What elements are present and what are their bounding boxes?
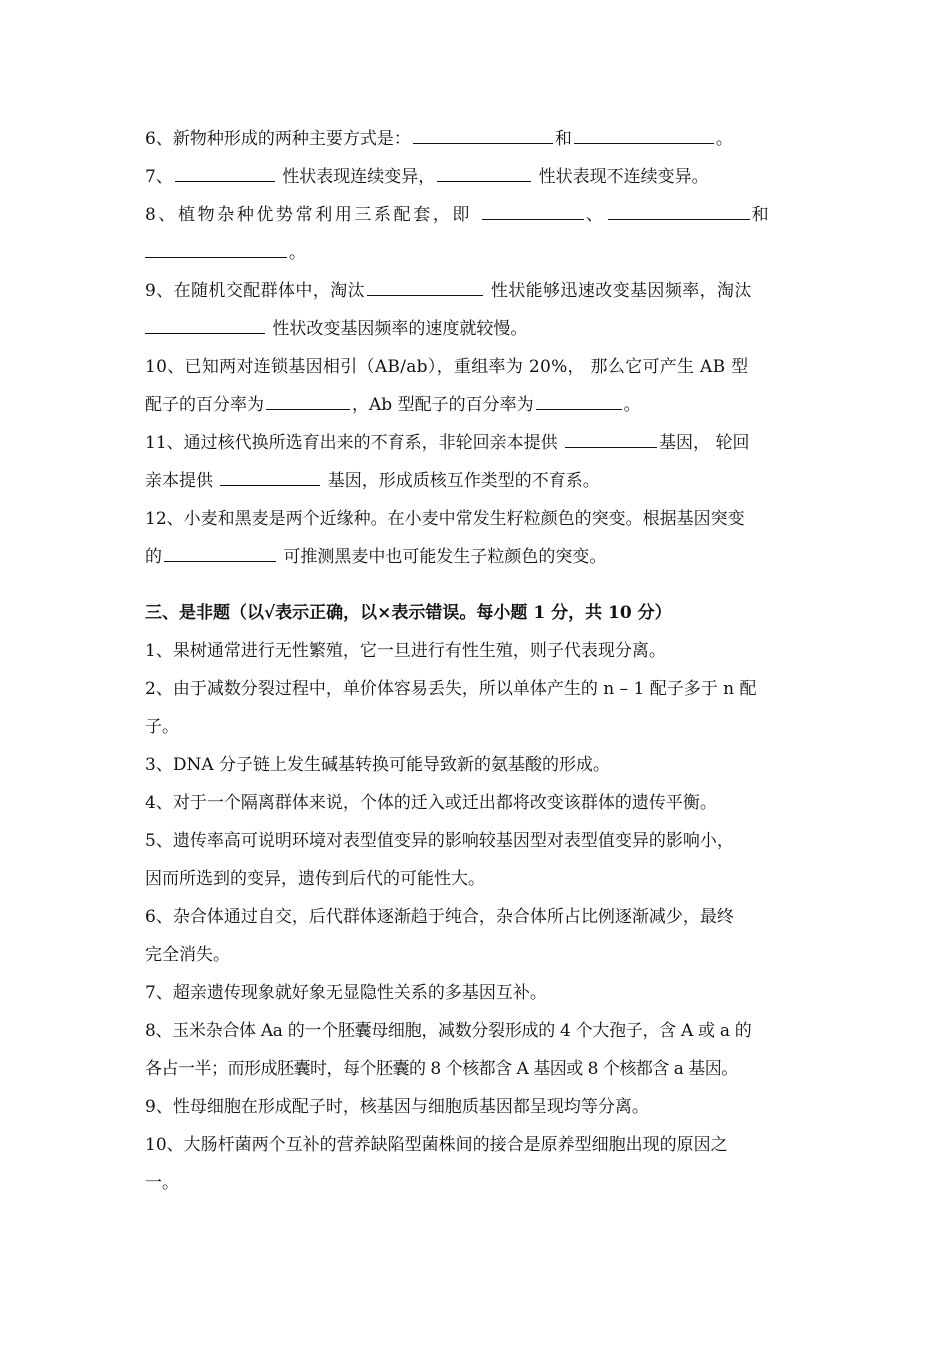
q8-end: 。 xyxy=(289,243,306,263)
tf-line: 一。 xyxy=(145,1173,179,1193)
q7-prefix: 7、 xyxy=(145,167,173,187)
q11-blank-2[interactable] xyxy=(220,463,320,486)
question-8 xyxy=(145,196,810,234)
q6-mid: 和 xyxy=(554,129,572,149)
q9-mid: 性状能够迅速改变基因频率，淘汰 xyxy=(485,281,752,301)
q9-suffix: 性状改变基因频率的速度就较慢。 xyxy=(267,319,528,339)
question-11-cont xyxy=(145,462,810,500)
tf-line: 9、性母细胞在形成配子时，核基因与细胞质基因都呈现均等分离。 xyxy=(145,1097,649,1117)
q9-blank-1[interactable] xyxy=(367,273,483,296)
tf-line: 子。 xyxy=(145,717,179,737)
tf-line: 因而所选到的变异，遗传到后代的可能性大。 xyxy=(145,869,485,889)
question-10 xyxy=(145,348,810,386)
q10-prefix: 配子的百分率为 xyxy=(145,395,264,415)
tf-line: 8、玉米杂合体 Aa 的一个胚囊母细胞，减数分裂形成的 4 个大孢子，含 A 或 a 的 xyxy=(145,1021,752,1041)
q11-mid: 基因， 轮回 xyxy=(659,433,750,453)
q8-prefix: 8、植物杂种优势常利用三系配套，即 xyxy=(145,205,481,225)
q6-suffix: 。 xyxy=(715,129,733,149)
q7-blank-1[interactable] xyxy=(175,159,275,182)
question-12-cont xyxy=(145,538,810,576)
q10-blank-1[interactable] xyxy=(266,387,350,410)
q10-mid: ，Ab 型配子的百分率为 xyxy=(352,395,534,415)
q11-line2-suffix: 基因，形成质核互作类型的不育系。 xyxy=(322,471,600,491)
q9-blank-2[interactable] xyxy=(145,311,265,334)
q8-blank-3[interactable] xyxy=(145,235,287,258)
q6-blank-1[interactable] xyxy=(413,121,553,144)
question-9-cont xyxy=(145,310,810,348)
q12-suffix: 可推测黑麦中也可能发生子粒颜色的突变。 xyxy=(278,547,607,567)
tf-line: 3、DNA 分子链上发生碱基转换可能导致新的氨基酸的形成。 xyxy=(145,755,611,775)
tf-line: 1、果树通常进行无性繁殖，它一旦进行有性生殖，则子代表现分离。 xyxy=(145,641,666,661)
tf-line: 各占一半；而形成胚囊时，每个胚囊的 8 个核都含 A 基因或 8 个核都含 a 基因。 xyxy=(145,1059,738,1079)
q8-blank-1[interactable] xyxy=(482,197,584,220)
question-12 xyxy=(145,500,810,538)
question-8-cont xyxy=(145,234,810,272)
q10-line1: 10、已知两对连锁基因相引（AB/ab），重组率为 20%， 那么它可产生 AB 型 xyxy=(145,357,749,377)
tf-line: 4、对于一个隔离群体来说，个体的迁入或迁出都将改变该群体的遗传平衡。 xyxy=(145,793,717,813)
q6-blank-2[interactable] xyxy=(574,121,714,144)
q7-mid: 性状表现连续变异， xyxy=(276,167,436,187)
tf-line: 5、遗传率高可说明环境对表型值变异的影响较基因型对表型值变异的影响小， xyxy=(145,831,734,851)
question-6 xyxy=(145,120,810,158)
q7-blank-2[interactable] xyxy=(437,159,531,182)
q11-prefix: 11、通过核代换所选育出来的不育系，非轮回亲本提供 xyxy=(145,433,564,453)
q11-line2-prefix: 亲本提供 xyxy=(145,471,219,491)
q6-prefix: 6、新物种形成的两种主要方式是： xyxy=(145,129,411,149)
q9-prefix: 9、在随机交配群体中，淘汰 xyxy=(145,281,366,301)
question-9 xyxy=(145,272,810,310)
q10-blank-2[interactable] xyxy=(536,387,622,410)
q12-line1: 12、小麦和黑麦是两个近缘种。在小麦中常发生籽粒颜色的突变。根据基因突变 xyxy=(145,509,745,529)
tf-line: 2、由于减数分裂过程中，单价体容易丢失，所以单体产生的 n – 1 配子多于 n 配 xyxy=(145,679,757,699)
tf-line: 6、杂合体通过自交，后代群体逐渐趋于纯合，杂合体所占比例逐渐减少，最终 xyxy=(145,907,734,927)
q12-blank[interactable] xyxy=(164,539,276,562)
page-content xyxy=(145,120,810,1202)
question-7 xyxy=(145,158,810,196)
tf-line: 7、超亲遗传现象就好象无显隐性关系的多基因互补。 xyxy=(145,983,547,1003)
question-10-cont xyxy=(145,386,810,424)
q8-suffix: 和 xyxy=(751,205,772,225)
q11-blank-1[interactable] xyxy=(565,425,657,448)
tf-line: 10、大肠杆菌两个互补的营养缺陷型菌株间的接合是原养型细胞出现的原因之 xyxy=(145,1135,728,1155)
section-3-heading: 三、是非题（以√表示正确，以×表示错误。每小题 1 分，共 10 分） xyxy=(145,603,672,623)
section-spacer xyxy=(145,576,810,594)
q12-prefix: 的 xyxy=(145,547,162,567)
q8-blank-2[interactable] xyxy=(608,197,750,220)
q7-suffix: 性状表现不连续变异。 xyxy=(533,167,709,187)
q10-suffix: 。 xyxy=(623,395,641,415)
q8-mid: 、 xyxy=(586,205,606,225)
tf-line: 完全消失。 xyxy=(145,945,230,965)
question-11 xyxy=(145,424,810,462)
